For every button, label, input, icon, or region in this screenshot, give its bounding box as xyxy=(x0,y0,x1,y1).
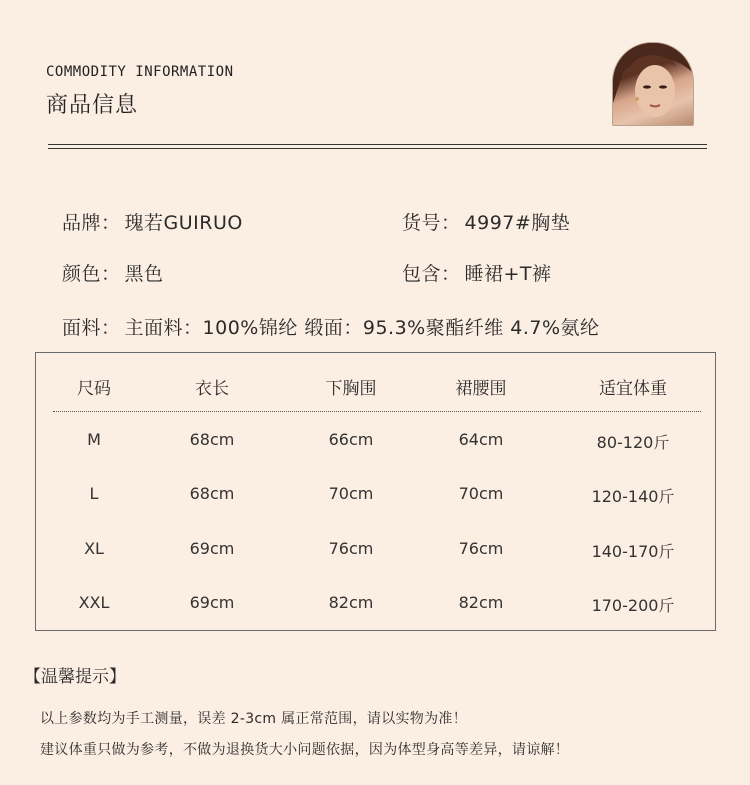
cell-underbust: 76cm xyxy=(328,539,374,558)
tips-line-2: 建议体重只做为参考，不做为退换货大小问题依据，因为体型身高等差异，请谅解！ xyxy=(40,742,570,758)
cell-weight: 170-200斤 xyxy=(591,596,675,615)
tips-line-1: 以上参数均为手工测量，误差 2-3cm 属正常范围，请以实物为准！ xyxy=(40,711,467,727)
brand-value: 瑰若GUIRUO xyxy=(124,212,243,234)
cell-underbust: 66cm xyxy=(328,430,374,449)
cell-weight: 120-140斤 xyxy=(591,487,675,506)
cell-underbust: 70cm xyxy=(328,484,374,503)
table-row xyxy=(36,593,715,623)
cell-size: XXL xyxy=(78,593,110,612)
cell-skirt-waist: 76cm xyxy=(458,539,504,558)
cell-weight: 80-120斤 xyxy=(596,433,670,452)
size-table-header xyxy=(36,374,715,404)
table-row xyxy=(36,430,715,460)
fabric-label: 面料： xyxy=(62,317,121,339)
model-avatar xyxy=(612,42,694,126)
header-length: 衣长 xyxy=(195,379,229,399)
page-title: 商品信息 xyxy=(46,93,139,118)
cell-size: XL xyxy=(84,539,104,558)
info-includes xyxy=(402,259,552,286)
info-item-number xyxy=(402,208,570,235)
table-row xyxy=(36,484,715,514)
brand-label: 品牌： xyxy=(62,212,121,234)
item-label: 货号： xyxy=(402,212,461,234)
table-divider xyxy=(53,411,701,412)
color-value: 黑色 xyxy=(124,263,164,285)
cell-weight: 140-170斤 xyxy=(591,542,675,561)
item-value: 4997#胸垫 xyxy=(464,212,571,234)
cell-length: 69cm xyxy=(189,539,235,558)
info-color xyxy=(62,259,164,286)
color-label: 颜色： xyxy=(62,263,121,285)
info-fabric xyxy=(62,313,600,340)
header-weight: 适宜体重 xyxy=(599,379,667,399)
cell-length: 69cm xyxy=(189,593,235,612)
cell-skirt-waist: 82cm xyxy=(458,593,504,612)
includes-label: 包含： xyxy=(402,263,461,285)
info-brand xyxy=(62,208,243,235)
header-rule-bottom xyxy=(48,148,707,149)
includes-value: 睡裙+T裤 xyxy=(464,263,552,285)
fabric-value: 主面料：100%锦纶 缎面：95.3%聚酯纤维 4.7%氨纶 xyxy=(124,317,600,339)
header-skirt-waist: 裙腰围 xyxy=(455,379,507,399)
cell-size: M xyxy=(87,430,101,449)
cell-skirt-waist: 70cm xyxy=(458,484,504,503)
size-table xyxy=(35,352,716,631)
table-row xyxy=(36,539,715,569)
header-rule-top xyxy=(48,144,707,145)
tips-title: 【温馨提示】 xyxy=(24,667,126,687)
cell-size: L xyxy=(89,484,99,503)
cell-underbust: 82cm xyxy=(328,593,374,612)
header-size: 尺码 xyxy=(77,379,111,399)
en-title: COMMODITY INFORMATION xyxy=(46,64,234,80)
cell-length: 68cm xyxy=(189,430,235,449)
header-underbust: 下胸围 xyxy=(325,379,377,399)
cell-length: 68cm xyxy=(189,484,235,503)
cell-skirt-waist: 64cm xyxy=(458,430,504,449)
